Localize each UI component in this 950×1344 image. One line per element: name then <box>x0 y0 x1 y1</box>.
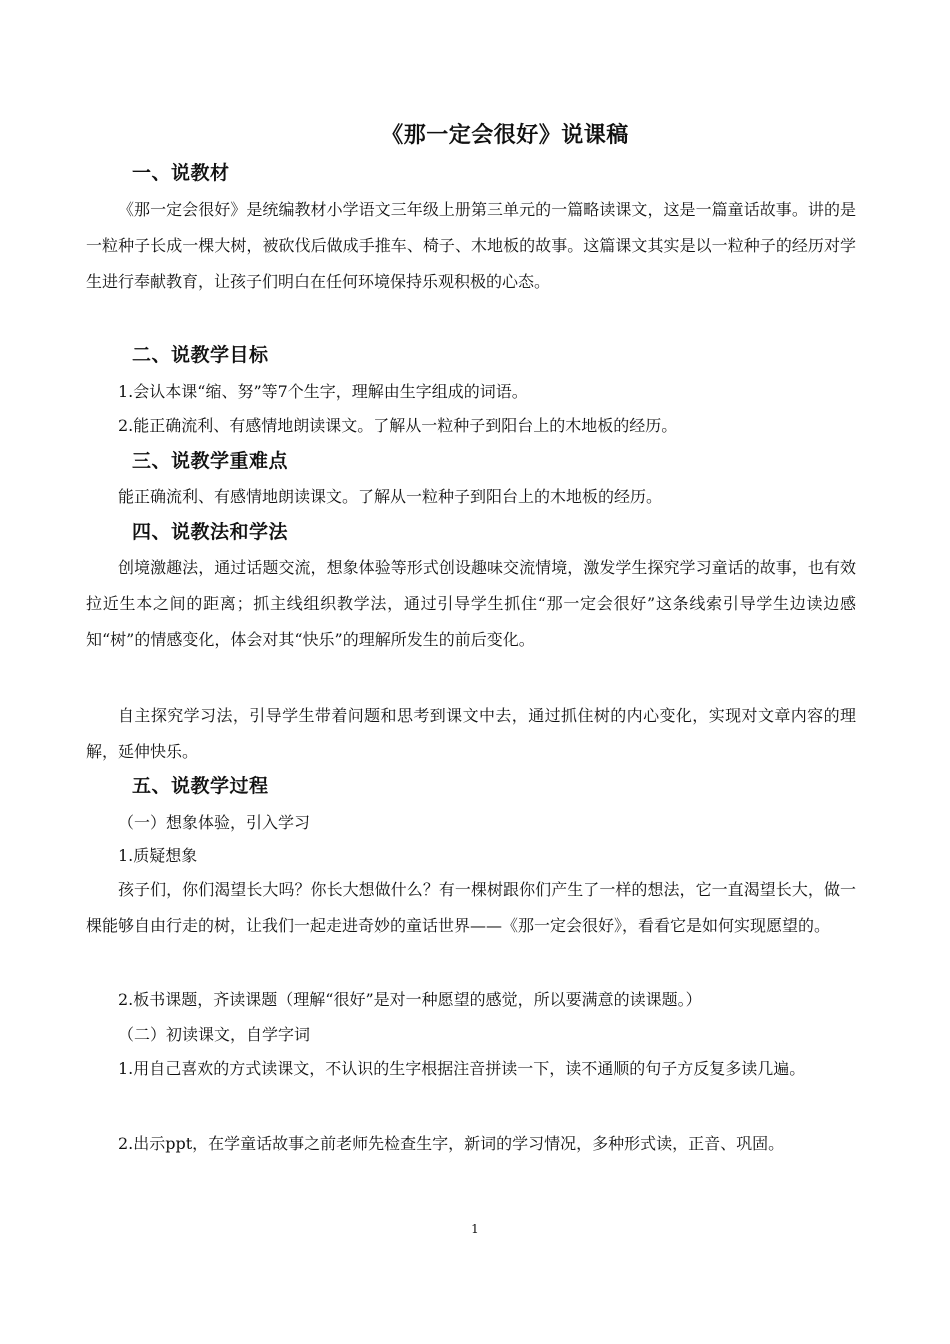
paragraph-reading-step-2: 2.出示ppt，在学童话故事之前老师先检查生字，新词的学习情况，多种形式读，正音、巩固。 <box>118 1134 785 1153</box>
page-number: 1 <box>471 1222 479 1236</box>
section-heading-teaching-goals: 二、说教学目标 <box>132 344 269 366</box>
paragraph-key-points: 能正确流利、有感情地朗读课文。了解从一粒种子到阳台上的木地板的经历。 <box>118 487 663 506</box>
section-heading-teaching-material: 一、说教材 <box>132 162 230 184</box>
process-item-title: 2.板书课题，齐读课题（理解“很好”是对一种愿望的感觉，所以要满意的读课题。） <box>118 990 702 1009</box>
section-heading-methods: 四、说教法和学法 <box>132 521 289 543</box>
section-heading-key-points: 三、说教学重难点 <box>132 450 289 472</box>
paragraph-process-intro: 孩子们，你们渴望长大吗？你长大想做什么？有一棵树跟你们产生了一样的想法，它一直渴望长大，做一棵能够自由行走的树，让我们一起走进奇妙的童话世界——《那一定会很好》，看看它是如何实现愿望的。 <box>86 880 856 935</box>
goal-item-2: 2.能正确流利、有感情地朗读课文。了解从一粒种子到阳台上的木地板的经历。 <box>118 416 678 435</box>
paragraph-methods-2: 自主探究学习法，引导学生带着问题和思考到课文中去，通过抓住树的内心变化，实现对文章内容的理解，延伸快乐。 <box>86 706 856 761</box>
paragraph-reading-step-1: 1.用自己喜欢的方式读课文，不认识的生字根据注音拼读一下，读不通顺的句子方反复多读几遍。 <box>118 1059 806 1078</box>
section-heading-process: 五、说教学过程 <box>132 775 269 797</box>
subheading-imagination: （一）想象体验，引入学习 <box>118 813 311 832</box>
paragraph-teaching-material: 《那一定会很好》是统编教材小学语文三年级上册第三单元的一篇略读课文，这是一篇童话故事。讲的是一粒种子长成一棵大树，被砍伐后做成手推车、椅子、木地板的故事。这篇课文其实是以一粒种子的经历对学生进行奉献教育，让孩子们明白在任何环境保持乐观积极的心态。 <box>86 200 856 291</box>
document-title: 《那一定会很好》说课稿 <box>381 123 629 148</box>
paragraph-methods-1: 创境激趣法，通过话题交流，想象体验等形式创设趣味交流情境，激发学生探究学习童话的故事，也有效拉近生本之间的距离；抓主线组织教学法，通过引导学生抓住“那一定会很好”这条线索引导学生边读边感知“树”的情感变化，体会对其“快乐”的理解所发生的前后变化。 <box>86 558 856 649</box>
goal-item-1: 1.会认本课“缩、努”等7个生字，理解由生字组成的词语。 <box>118 382 528 401</box>
process-item-question: 1.质疑想象 <box>118 846 198 865</box>
subheading-first-reading: （二）初读课文，自学字词 <box>118 1025 311 1044</box>
